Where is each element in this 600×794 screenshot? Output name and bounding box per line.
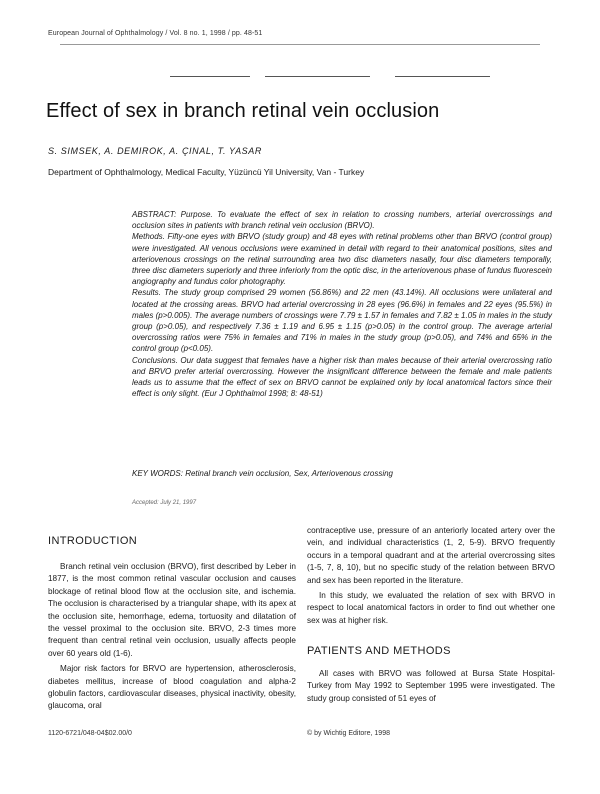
abstract-conclusions: Conclusions. Our data suggest that females have a higher risk than males because of their arterial overcrossing ratio and BRVO prefer arterial overcrossing. However the insignificant difference between the female and male patients leads us to assume that the effect of sex on BRVO cannot be explained only by local anatomical factors since their effect is only slight. (Eur J Ophthalmol 1998; 8: 48-51) [132, 355, 552, 399]
abstract-purpose: ABSTRACT: Purpose. To evaluate the effect of sex in relation to crossing numbers, arterial overcrossings and occlusion sites in patients with branch retinal vein occlusion (BRVO). [132, 210, 552, 231]
abstract-results: Results. The study group comprised 29 women (56.86%) and 22 men (43.14%). All occlusions were unilateral and located at the crossing areas. BRVO had arterial overcrossing in 28 eyes (96.6%) in females and 22 eyes (95.5%) in males (p>0.005). The average numbers of crossings were 7.79 ± 1.57 in females and 7.82 ± 1.05 in males in the study group (p>0.05), and respectively 7.36 ± 1.19 and 6.95 ± 1.15 (p>0.05) in the control group. The average arterial overcrossing ratios were 75% in females and 71% in males in the study group (p>0.05), and 74% and 65% in the control group (p<0.05). [132, 288, 552, 354]
section-heading-patients-methods: PATIENTS AND METHODS [307, 645, 451, 657]
article-title: Effect of sex in branch retinal vein occlusion [46, 100, 440, 122]
affiliation: Department of Ophthalmology, Medical Faculty, Yüzüncü Yil University, Van - Turkey [48, 167, 365, 177]
section-heading-introduction: INTRODUCTION [48, 535, 138, 547]
authors: S. SIMSEK, A. DEMIROK, A. ÇINAL, T. YASAR [48, 146, 262, 156]
intro-paragraph: In this study, we evaluated the relation of sex with BRVO in respect to local anatomical factors in order to find out whether one sex was at higher risk. [307, 591, 555, 625]
intro-paragraph: contraceptive use, pressure of an anteriorly located artery over the vein, and individual characteristics (1, 2, 5-9). BRVO frequently occurs in a temporal quadrant and at the arterial overcrossing sites (1-5, 7, 8, 10), but no specific study of the relation between BRVO and sex has been reported in the literature. [307, 526, 555, 585]
methods-paragraph: All cases with BRVO was followed at Bursa State Hospital-Turkey from May 1992 to September 1995 were investigated. The study group consisted of 51 eyes of [307, 669, 555, 703]
footer-copyright: © by Wichtig Editore, 1998 [307, 730, 390, 737]
header-rule-dashes [395, 76, 490, 77]
footer-code: 1120-6721/048-04$02.00/0 [48, 730, 132, 737]
intro-paragraph: Major risk factors for BRVO are hypertension, atherosclerosis, diabetes mellitus, increase of blood coagulation and alpha-2 globulin factors, cardiovascular diseases, physical inactivity, obesity, glaucoma, oral [48, 664, 296, 711]
right-column-bottom [307, 668, 555, 705]
abstract [132, 209, 552, 399]
journal-citation: European Journal of Ophthalmology / Vol. 8 no. 1, 1998 / pp. 48-51 [48, 30, 263, 37]
abstract-methods: Methods. Fifty-one eyes with BRVO (study group) and 48 eyes with retinal problems other than BRVO (control group) were investigated. All venous occlusions were examined in detail with regard to their anatomical positions, sites and arteriovenous crossings on the retinal surrounding area two disc diameters nasally, four disc diameters temporally, three disc diameters superiorly and three inferiorly from the optic disc, in the arteriovenous phase of fundus fluorescein angiography and fundus color photography. [132, 232, 552, 287]
left-column [48, 561, 296, 713]
right-column-top [307, 525, 555, 627]
accepted-date: Accepted: July 21, 1997 [132, 500, 197, 506]
intro-paragraph: Branch retinal vein occlusion (BRVO), first described by Leber in 1877, is the most common retinal vascular occlusion and causes blockage of retinal blood flow at the occlusion site, and ischemia. The occlusion is characterised by a triangular shape, with its apex at the occlusion site, hemorrhage, edema, tortuosity and dilatation of the vessel proximal to the occlusion site. BRVO, 2-3 times more frequent than central retinal vein occlusion, usually affects people over 60 years old (1-6). [48, 562, 296, 658]
keywords: KEY WORDS: Retinal branch vein occlusion, Sex, Arteriovenous crossing [132, 469, 394, 478]
header-rule-dashes [265, 76, 370, 77]
header-rule [60, 44, 540, 45]
header-rule-dashes [170, 76, 250, 77]
